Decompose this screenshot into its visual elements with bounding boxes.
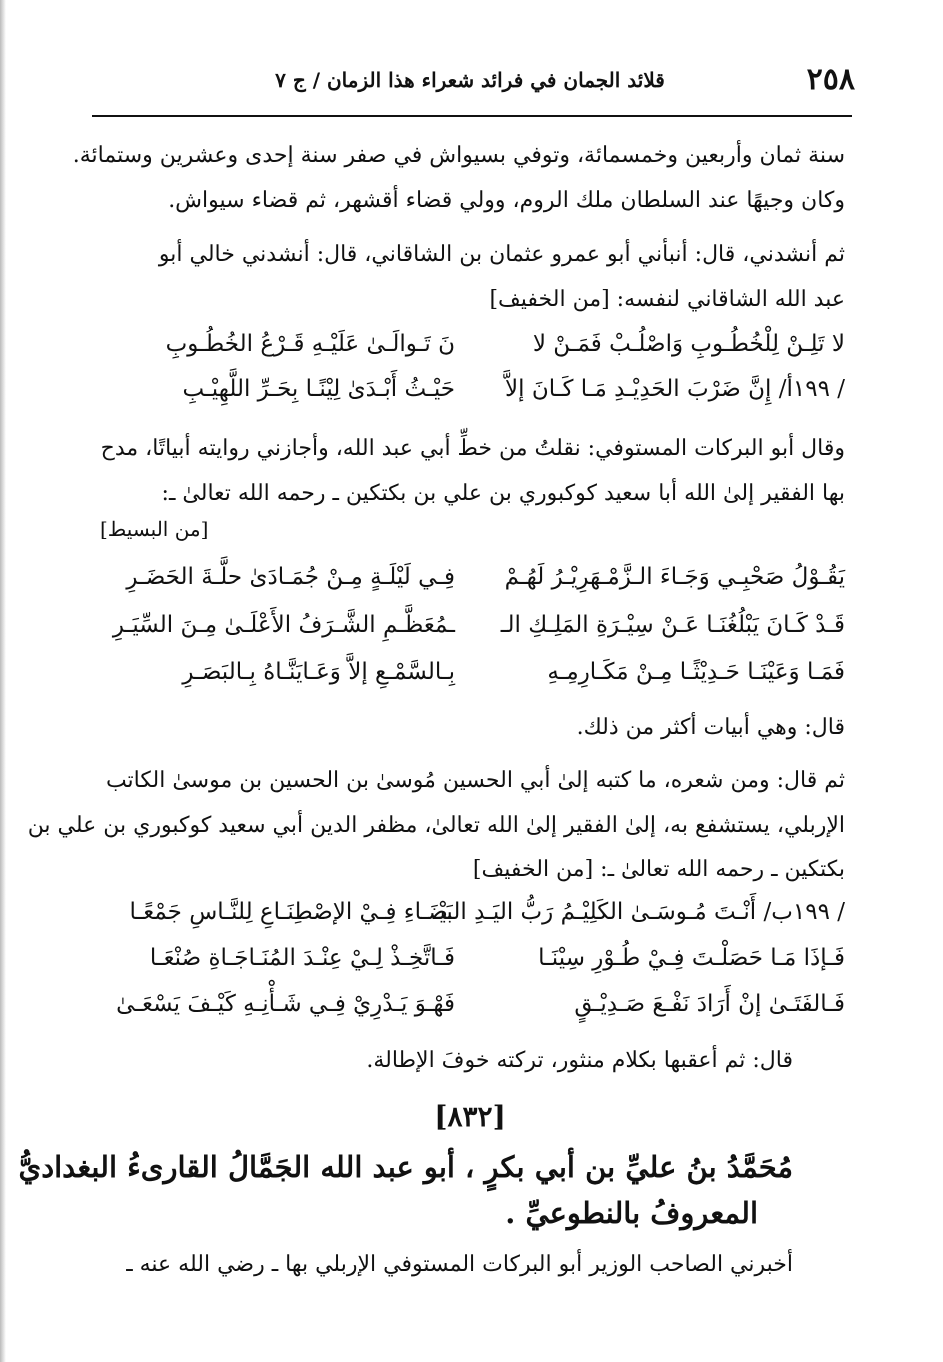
entry-number: [٨٣٢] (434, 1100, 506, 1133)
verse-hemistich-right: / ١٩٩أ/ إِنَّ ضَرْبَ الحَدِيْـدِ مَـا كَـانَ إلاَّ (505, 376, 845, 402)
verse-hemistich-left: ـضَـاءِ فِـيْ الإصْطِنَـاعِ لِلنَّـاسِ جَمْعًـا (129, 899, 455, 925)
paragraph-line: قال: ثم أعقبها بكلام منثور، تركته خوفَ الإطالة. (366, 1048, 793, 1073)
paragraph-line: عبد الله الشاقاني لنفسه: [من الخفيف] (489, 287, 845, 312)
paragraph-line: أخبرني الصاحب الوزير أبو البركات المستوفي الإربلي بها ـ رضي الله عنه ـ (126, 1252, 793, 1277)
verse-hemistich-left: فِـي لَيْلَـةٍ مِـنْ جُمَـادَىٰ حلَّـةَ الحَضَـرِ (126, 564, 455, 590)
header-rule (92, 115, 852, 117)
verse-hemistich-left: بِـالسَّمْـعِ إلاَّ وَعَـايَنَّـاهُ بِـالبَصَـرِ (182, 659, 455, 685)
verse-hemistich-right: / ١٩٩ب/ أَنْـتَ مُـوسَـىٰ الكَلِيْـمُ رَبُّ اليَـدِ البَيْـ (432, 899, 845, 925)
verse-hemistich-right: فَـالفَتَـىٰ إنْ أَرَادَ نَفْـعَ صَـدِيْـقٍ (574, 991, 845, 1017)
verse-hemistich-left: نَ تَـوالَـىٰ عَلَيْـهِ قَـرْعُ الخُطُـوبِ (165, 331, 455, 357)
verse-hemistich-left: فَـاتَّخِـذْ لِـيْ عِنْـدَ المُنَـاجَـاةِ صُنْعَـا (149, 945, 455, 971)
paragraph-line: وقال أبو البركات المستوفي: نقلتُ من خطِّ أبي عبد الله، وأجازني روايته أبياتًا، مدح (100, 436, 845, 461)
paragraph-line: ثم أنشدني، قال: أنبأني أبو عمرو عثمان بن الشاقاني، قال: أنشدني خالي أبو (158, 242, 845, 267)
paragraph-line: قال: وهي أبيات أكثر من ذلك. (576, 715, 845, 740)
paragraph-line: بها الفقير إلىٰ الله أبا سعيد كوكبوري بن علي بن بكتكين ـ رحمه الله تعالىٰ ـ: (161, 481, 845, 506)
verse-hemistich-left: حَيْـثُ أَبْـدَىٰ لِيْنًـا بِحَـرِّ اللَّهِيْـبِ (182, 376, 455, 402)
verse-hemistich-right: قَـدْ كَـانَ يَبْلُغُنَـا عَـنْ سِيْـرَةِ المَلِـكِ الـ (500, 612, 845, 638)
verse-hemistich-left: فَهْـوَ يَـدْرِيْ فِـي شَـأْنِـهِ كَيْـفَ يَسْعَـىٰ (116, 991, 455, 1017)
verse-hemistich-right: فَمَـا وَعَيْنَـا حَـدِيْثًـا مِـنْ مَكَـارِمِـهِ (547, 659, 845, 685)
entry-title-line: مُحَمَّدُ بنُ عليِّ بن أبي بكرٍ ، أبو عبد الله الجَمَّالُ القارىءُ البغداديُّ (18, 1150, 793, 1184)
paragraph-line: وكان وجيهًا عند السلطان ملك الروم، وولي قضاء أقشهر، ثم قضاء سيواش. (168, 188, 845, 213)
paragraph-line: بكتكين ـ رحمه الله تعالىٰ ـ: [من الخفيف] (472, 857, 845, 882)
verse-hemistich-right: فَـإذَا مَـا حَصَلْـتَ فِـيْ طُـوْرِ سِيْنَـا (538, 945, 845, 971)
verse-hemistich-left: ـمُعَظَّـمِ الشَّـرَفُ الأَعْلَـىٰ مِـنَ السِّيَـرِ (112, 612, 455, 638)
running-title: قلائد الجمان في فرائد شعراء هذا الزمان / ج ٧ (275, 68, 665, 92)
paragraph-line: الإربلي، يستشفع به، إلىٰ الفقير إلىٰ الله تعالىٰ، مظفر الدين أبي سعيد كوكبوري بن علي بن (27, 813, 845, 838)
verse-hemistich-right: لا تَلِـنْ لِلْخُطُـوبِ وَاصْلُـبْ فَمَـنْ لا (532, 331, 845, 357)
paragraph-line: ثم قال: ومن شعره، ما كتبه إلىٰ أبي الحسين مُوسىٰ بن الحسين بن موسىٰ الكاتب (105, 768, 845, 793)
meter-label: [من البسيط] (100, 517, 209, 541)
scan-edge-shadow (0, 0, 6, 1362)
paragraph-line: سنة ثمان وأربعين وخمسمائة، وتوفي بسيواش في صفر سنة إحدى وعشرين وستمائة. (72, 143, 845, 168)
entry-title-line: المعروفُ بالنطوعيِّ . (505, 1196, 758, 1230)
page-number: ٢٥٨ (806, 62, 855, 97)
verse-hemistich-right: يَقُـوْلُ صَحْبِـي وَجَـاءَ الـزَّمْـهَرِيْـرُ لَهُـمْ (504, 564, 845, 590)
